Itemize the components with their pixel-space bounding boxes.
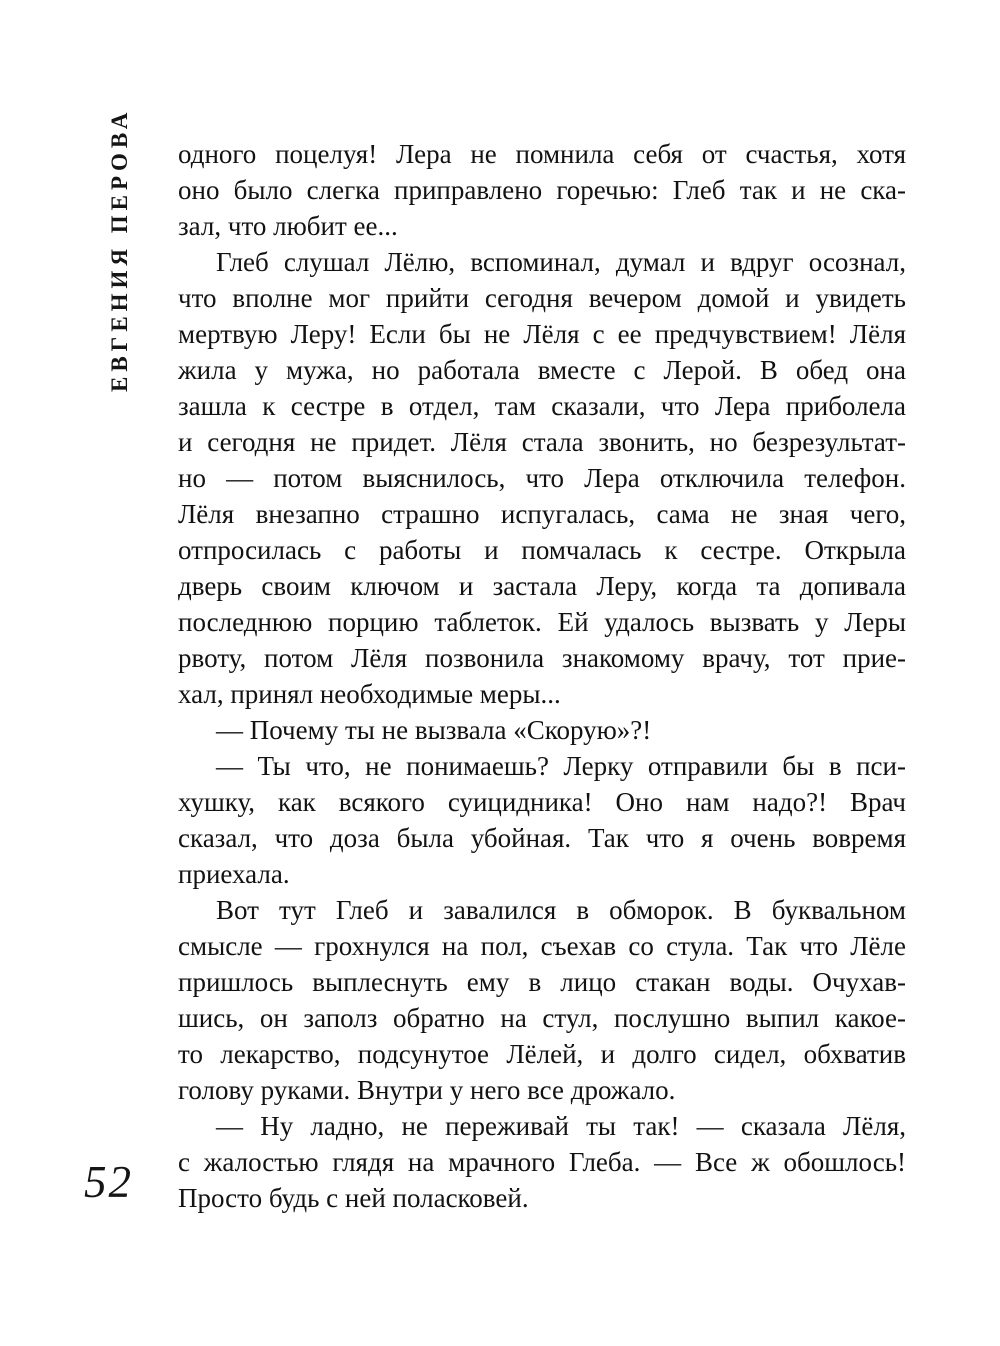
- text-line: голову руками. Внутри у него все дрожало.: [178, 1075, 676, 1105]
- text-line: жила у мужа, но работала вместе с Лерой. В обед она: [178, 355, 906, 385]
- text-line: сказал, что доза была убойная. Так что я очень вовремя: [178, 823, 906, 853]
- text-line: что вполне мог прийти сегодня вечером домой и увидеть: [178, 283, 906, 313]
- text-line: Просто будь с ней поласковей.: [178, 1183, 529, 1213]
- text-line: и сегодня не придет. Лёля стала звонить, но безрезультат-: [178, 427, 906, 457]
- text-line: приехала.: [178, 859, 290, 889]
- text-line: дверь своим ключом и застала Леру, когда та допивала: [178, 571, 906, 601]
- text-line: хал, принял необходимые меры...: [178, 679, 561, 709]
- text-line: отпросилась с работы и помчалась к сестре. Открыла: [178, 535, 906, 565]
- text-line: Глеб слушал Лёлю, вспоминал, думал и вдруг осознал,: [216, 247, 906, 277]
- text-line: смысле — грохнулся на пол, съехав со стула. Так что Лёле: [178, 931, 906, 961]
- text-line: — Почему ты не вызвала «Скорую»?!: [216, 715, 652, 745]
- text-line: оно было слегка приправлено горечью: Глеб так и не ска-: [178, 175, 906, 205]
- text-line: зашла к сестре в отдел, там сказали, что Лера приболела: [178, 391, 906, 421]
- text-line: Вот тут Глеб и завалился в обморок. В буквальном: [216, 895, 906, 925]
- text-line: с жалостью глядя на мрачного Глеба. — Все ж обошлось!: [178, 1147, 906, 1177]
- text-line: мертвую Леру! Если бы не Лёля с ее предчувствием! Лёля: [178, 319, 906, 349]
- text-line: шись, он заполз обратно на стул, послушно выпил какое-: [178, 1003, 906, 1033]
- text-line: зал, что любит ее...: [178, 211, 398, 241]
- text-line: последнюю порцию таблеток. Ей удалось вызвать у Леры: [178, 607, 906, 637]
- text-line: то лекарство, подсунутое Лёлей, и долго сидел, обхватив: [178, 1039, 906, 1069]
- text-line: хушку, как всякого суицидника! Оно нам надо?! Врач: [178, 787, 906, 817]
- text-line: Лёля внезапно страшно испугалась, сама не зная чего,: [178, 499, 906, 529]
- author-name-vertical: ЕВГЕНИЯ ПЕРОВА: [107, 107, 132, 392]
- page-number: 52: [84, 1157, 133, 1207]
- text-line: — Ты что, не понимаешь? Лерку отправили бы в пси-: [216, 751, 906, 781]
- text-line: рвоту, потом Лёля позвонила знакомому врачу, тот прие-: [178, 643, 906, 673]
- text-line: но — потом выяснилось, что Лера отключила телефон.: [178, 463, 906, 493]
- text-line: одного поцелуя! Лера не помнила себя от счастья, хотя: [178, 139, 906, 169]
- text-line: пришлось выплеснуть ему в лицо стакан воды. Очухав-: [178, 967, 906, 997]
- text-line: — Ну ладно, не переживай ты так! — сказала Лёля,: [216, 1111, 906, 1141]
- body-text: [178, 136, 906, 1216]
